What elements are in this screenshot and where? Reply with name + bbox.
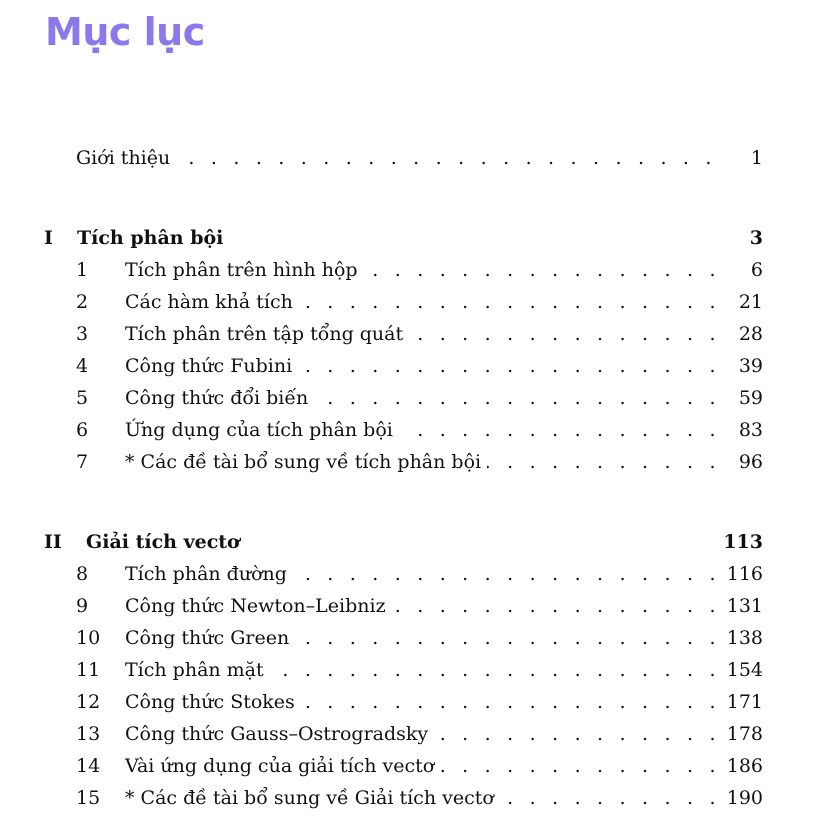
toc-entry-page: 178 [726,723,763,745]
toc-entry[interactable] [0,350,819,382]
toc-entry-page: 154 [726,659,763,681]
toc-entry[interactable] [0,782,819,814]
chapter-number: 13 [76,723,101,745]
toc-entry-page: 138 [726,627,763,649]
toc-entry-label: Tích phân mặt . . . [125,654,721,686]
toc-entry[interactable] [0,750,819,782]
toc-entry[interactable] [0,446,819,478]
toc-entry[interactable] [0,654,819,686]
part-title: Giải tích vectơ [86,531,240,553]
toc-entry[interactable] [0,286,819,318]
toc-entry-label: * Các đề tài bổ sung về Giải tích vectơ . . . [125,782,721,814]
toc-entry-label: Công thức Gauss–Ostrogradsky . . . [125,718,721,750]
toc-entry-label: Tích phân trên tập tổng quát . . . [125,318,721,350]
toc-entry-page: 1 [750,147,763,169]
chapter-number: 2 [76,291,89,313]
toc-entry[interactable] [0,254,819,286]
toc-entry-label: Công thức Green . . . [125,622,721,654]
toc-entry-page: 171 [726,691,763,713]
toc-entry-page: 59 [738,387,763,409]
toc-entry-page: 116 [726,563,763,585]
toc-entry-label: * Các đề tài bổ sung về tích phân bội . . . [125,446,721,478]
toc-entry[interactable] [0,686,819,718]
chapter-number: 5 [76,387,89,409]
toc-entry-intro[interactable] [0,142,819,174]
toc-entry-label: Công thức đổi biến . . . [125,382,721,414]
toc-entry-label: Các hàm khả tích . . . [125,286,721,318]
toc-entry-page: 186 [726,755,763,777]
chapter-number: 11 [76,659,101,681]
chapter-number: 1 [76,259,89,281]
toc-entry[interactable] [0,718,819,750]
toc-entry[interactable] [0,382,819,414]
chapter-number: 14 [76,755,101,777]
part-title: Tích phân bội [77,227,224,249]
toc-entry[interactable] [0,414,819,446]
toc-entry[interactable] [0,318,819,350]
toc-entry[interactable] [0,590,819,622]
chapter-number: 15 [76,787,101,809]
chapter-number: 6 [76,419,89,441]
toc-part-2[interactable] [0,526,819,558]
part-page: 3 [749,227,763,249]
chapter-number: 12 [76,691,101,713]
chapter-number: 8 [76,563,89,585]
toc-entry-page: 21 [738,291,763,313]
page-title: Mục lục [45,10,205,54]
toc-entry[interactable] [0,622,819,654]
toc-entry-label: Tích phân đường . . . [125,558,721,590]
part-page: 113 [723,531,763,553]
toc-entry-page: 190 [726,787,763,809]
chapter-number: 4 [76,355,89,377]
part-number: II [44,531,62,553]
toc-entry-label: Công thức Fubini . . . [125,350,721,382]
toc-entry-label: Ứng dụng của tích phân bội . . . [125,414,721,446]
toc-entry-page: 28 [738,323,763,345]
chapter-number: 10 [76,627,101,649]
toc-entry-label: Công thức Stokes . . . [125,686,721,718]
toc-entry-page: 6 [750,259,763,281]
toc-entry[interactable] [0,558,819,590]
toc-entry-page: 83 [738,419,763,441]
toc-entry-page: 131 [726,595,763,617]
toc-entry-page: 39 [738,355,763,377]
toc-entry-label: Tích phân trên hình hộp . . . [125,254,721,286]
chapter-number: 9 [76,595,89,617]
toc-entry-label: Công thức Newton–Leibniz . . . [125,590,721,622]
toc-entry-label: Vài ứng dụng của giải tích vectơ . . . [125,750,721,782]
toc-entry-page: 96 [738,451,763,473]
chapter-number: 3 [76,323,89,345]
chapter-number: 7 [76,451,89,473]
toc-entry-label: Giới thiệu . . . [76,142,721,174]
part-number: I [44,227,53,249]
toc-part-1[interactable] [0,222,819,254]
